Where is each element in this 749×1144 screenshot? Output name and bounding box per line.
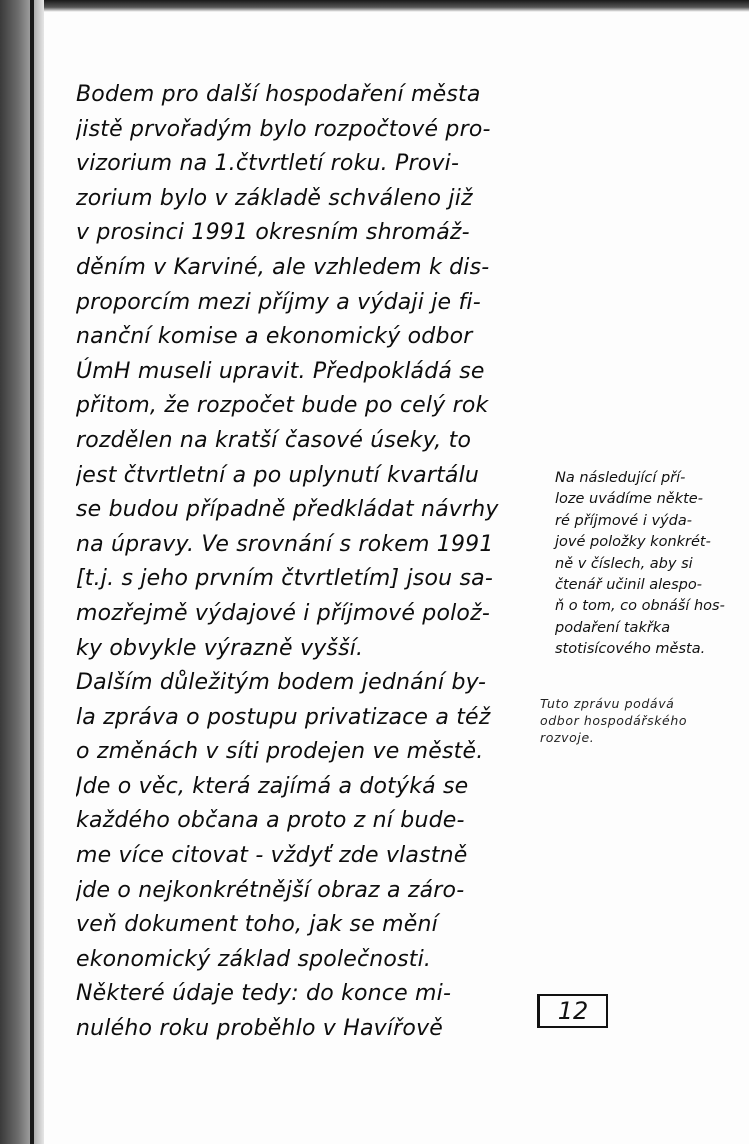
note-line: ně v číslech, aby si <box>555 555 693 572</box>
text-line: se budou případně předkládat návrhy <box>76 497 499 523</box>
text-line: ekonomický základ společnosti. <box>76 946 432 972</box>
text-line: proporcím mezi příjmy a výdaji je fi- <box>76 289 481 315</box>
note-line: ré příjmové i výda- <box>555 512 692 529</box>
text-line: vizorium na 1.čtvrtletí roku. Provi- <box>76 151 460 177</box>
main-handwritten-text <box>76 78 546 1047</box>
text-line: děním v Karviné, ale vzhledem k dis- <box>76 254 490 280</box>
scan-top-edge <box>0 0 749 12</box>
text-line: la zpráva o postupu privatizace a též <box>76 704 491 730</box>
text-line: ÚmH museli upravit. Předpokládá se <box>76 358 485 384</box>
text-line: Bodem pro další hospodaření města <box>76 82 481 107</box>
note-line: jové položky konkrét- <box>555 534 711 551</box>
text-line: jistě prvořadým bylo rozpočtové pro- <box>76 116 491 142</box>
text-line: mozřejmě výdajové i příjmové polož- <box>76 600 490 626</box>
note-line: Na následující pří- <box>555 470 686 486</box>
note-line: odbor hospodářského <box>540 713 688 728</box>
text-line: každého občana a proto z ní bude- <box>76 808 465 834</box>
text-line: nulého roku proběhlo v Havířově <box>76 1016 444 1042</box>
margin-note-source <box>540 695 745 746</box>
page-number: 12 <box>537 994 608 1028</box>
text-line: Dalším důležitým bodem jednání by- <box>76 670 487 696</box>
text-line: Některé údaje tedy: do konce mi- <box>76 981 452 1007</box>
note-line: Tuto zprávu podává <box>540 696 675 711</box>
text-line: rozdělen na kratší časové úseky, to <box>76 427 472 453</box>
margin-note-appendix <box>555 468 745 661</box>
text-line: Jde o věc, která zajímá a dotýká se <box>76 773 469 799</box>
note-line: rozvoje. <box>540 730 595 745</box>
text-line: v prosinci 1991 okresním shromáž- <box>76 220 470 246</box>
text-line: veň dokument toho, jak se mění <box>76 912 438 938</box>
text-line: jde o nejkonkrétnější obraz a záro- <box>76 877 465 903</box>
book-binding-shadow <box>0 0 44 1144</box>
note-line: čtenář učinil alespo- <box>555 576 702 593</box>
text-line: ky obvykle výrazně vyšší. <box>76 635 364 661</box>
note-line: loze uvádíme někte- <box>555 491 703 508</box>
text-line: na úpravy. Ve srovnání s rokem 1991 <box>76 531 494 557</box>
note-line: stotisícového města. <box>555 641 706 658</box>
note-line: podaření takřka <box>555 619 671 636</box>
text-line: [t.j. s jeho prvním čtvrtletím] jsou sa- <box>76 566 493 592</box>
text-line: o změnách v síti prodejen ve městě. <box>76 739 484 765</box>
text-line: me více citovat - vždyť zde vlastně <box>76 843 468 869</box>
binding-edge-line <box>30 0 34 1144</box>
note-line: ň o tom, co obnáší hos- <box>555 598 725 615</box>
text-line: přitom, že rozpočet bude po celý rok <box>76 393 489 419</box>
text-line: zorium bylo v základě schváleno již <box>76 185 473 211</box>
text-line: nanční komise a ekonomický odbor <box>76 324 473 350</box>
text-line: jest čtvrtletní a po uplynutí kvartálu <box>76 462 480 488</box>
